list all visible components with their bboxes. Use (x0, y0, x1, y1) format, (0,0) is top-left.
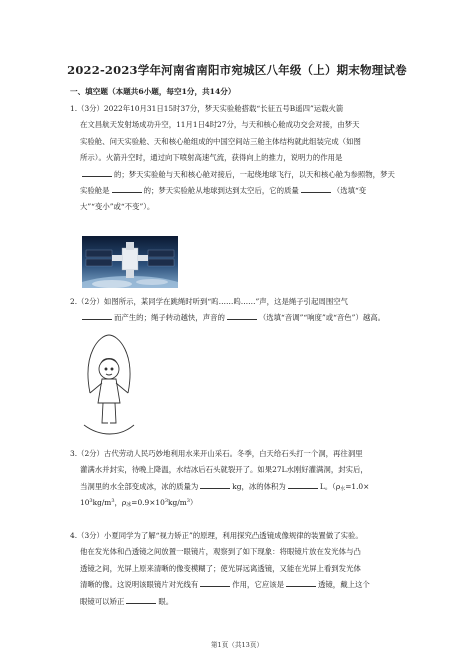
question-1 (70, 101, 410, 216)
q2-line-1: 2.（2分）如图所示，某同学在跳绳时听到“呜……呜……”声，这是绳子引起周围空气 (70, 297, 348, 306)
q1-line-3: 实验舱、问天实验舱、天和核心舱组成的中国空间站三舱主体结构就此组装完成（如图 (80, 136, 361, 146)
q4-blank-2 (286, 579, 316, 587)
q4-line-3: 透镜之间，光屏上原来清晰的像变模糊了；使光屏远离透镜，又能在光屏上看到发光体 (80, 563, 361, 573)
q2-line-2: 而产生的；绳子转动越快，声音的 （选填“音调”“响度”或“音色”）越高。 (70, 310, 410, 326)
page-footer: 第1页（共13页） (210, 641, 264, 649)
q2-blank-2 (227, 312, 257, 320)
q1-line-6: 实验舱是 的；梦天实验舱从地球到达到太空后，它的质量 （选填“变 (80, 186, 367, 196)
q3-line-1: 3.（2分）古代劳动人民巧妙地利用水来开山采石。冬季，白天给石头打一个洞，再往洞里 (70, 449, 363, 458)
question-4 (70, 528, 410, 610)
q2-blank-1 (82, 312, 112, 320)
q4-line-2: 他在发光体和凸透镜之间放置一眼镜片，观察到了如下现象：将眼镜片放在发光体与凸 (80, 547, 361, 557)
q3-blank-1 (200, 481, 230, 489)
section-heading: 一、填空题（本题共6小题，每空1分，共14分） (70, 87, 236, 96)
q1-line-4: 所示）。火箭升空时，通过向下喷射高速气流，获得向上的推力，说明力的作用是 (80, 153, 343, 163)
q3-line-4: $10^3kg/m^3$，$\rho_冰=0.9\times 10^3kg/m^3$） (80, 498, 198, 509)
q1-line-2: 在文昌航天发射场成功升空，11月1日4时27分，与天和核心舱成功交会对接，由梦天 (80, 120, 360, 130)
space-station-image (82, 236, 178, 288)
q4-blank-3 (126, 596, 156, 604)
q4-line-4: 清晰的像。这说明该眼镜片对光线有 作用，它应该是 透镜，戴上这个 (80, 580, 370, 590)
q1-line-1: 1.（3分）2022年10月31日15时37分，梦天实验舱搭载“长征五号B遥四”运载火箭 (70, 104, 344, 113)
exam-title: 2022-2023学年河南省南阳市宛城区八年级（上）期末物理试卷 (67, 63, 407, 77)
q1-line-7: 大”“变小”或“不变”）。 (80, 202, 155, 212)
q3-line-3: 当洞里的水全部变成冰，冰的质量为 kg，冰的体积为 L。（$\rho_水=1.0\times$ (80, 481, 370, 492)
q1-blank-3 (301, 185, 331, 193)
question-2 (70, 294, 410, 327)
q1-blank-1 (82, 169, 112, 177)
question-3 (70, 446, 410, 512)
q4-blank-1 (200, 579, 230, 587)
q3-blank-2 (288, 481, 318, 489)
q4-line-1: 4.（3分）小夏同学为了解“视力矫正”的原理，利用探究凸透镜成像规律的装置做了实验。 (70, 531, 363, 540)
q1-blank-2 (112, 185, 142, 193)
jump-rope-image (80, 333, 138, 437)
q1-line-5: 的；梦天实验舱与天和核心舱对接后，一起绕地球飞行，以天和核心舱为参照物，梦天 (70, 167, 410, 183)
q4-line-5: 眼镜可以矫正 眼。 (80, 596, 174, 606)
q3-line-2: 灌满水并封实，待晚上降温，水结冰后石头就裂开了。如果27L水刚好灌满洞，封实后， (80, 465, 368, 475)
